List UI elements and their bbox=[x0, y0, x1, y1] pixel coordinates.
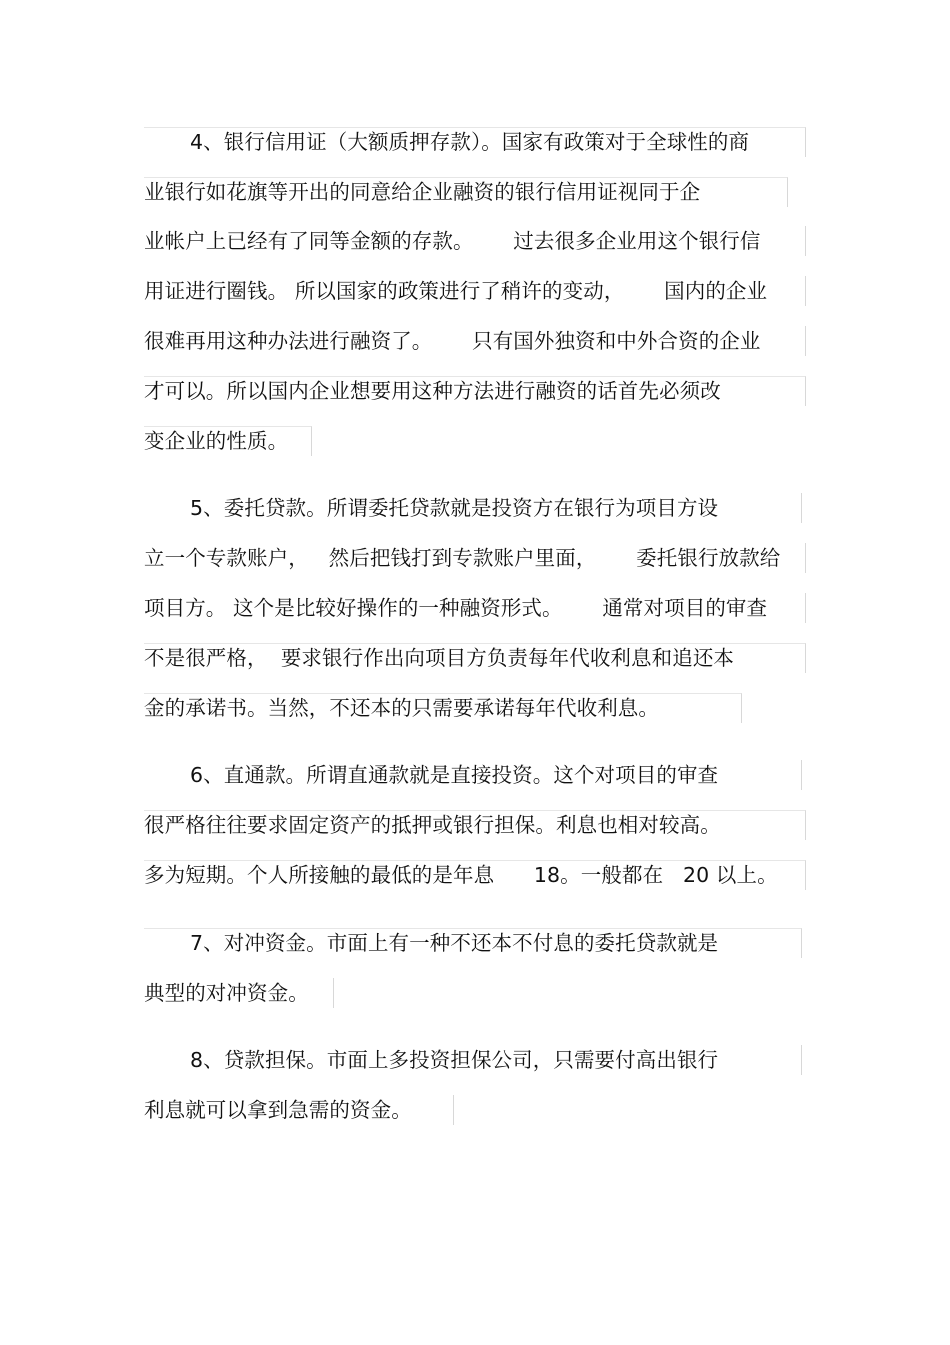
paragraph-5-line-2: 立一个专款账户， 然后把钱打到专款账户里面， 委托银行放款给 bbox=[144, 546, 781, 570]
paragraph-6-line-2: 很严格往往要求固定资产的抵押或银行担保。利息也相对较高。 bbox=[144, 813, 721, 837]
paragraph-5-line-5: 金的承诺书。当然，不还本的只需要承诺每年代收利息。 bbox=[144, 696, 659, 720]
paragraph-8-line-1: 8、贷款担保。市面上多投资担保公司，只需要付高出银行 bbox=[190, 1048, 719, 1072]
paragraph-5-line-4: 不是很严格， 要求银行作出向项目方负责每年代收利息和追还本 bbox=[144, 646, 735, 670]
paragraph-4-line-3: 业帐户上已经有了同等金额的存款。 过去很多企业用这个银行信 bbox=[144, 229, 761, 253]
paragraph-4-line-6: 才可以。所以国内企业想要用这种方法进行融资的话首先必须改 bbox=[144, 379, 721, 403]
paragraph-5-line-3: 项目方。 这个是比较好操作的一种融资形式。 通常对项目的审查 bbox=[144, 596, 768, 620]
paragraph-8-line-2: 利息就可以拿到急需的资金。 bbox=[144, 1098, 412, 1122]
paragraph-7-line-2: 典型的对冲资金。 bbox=[144, 981, 309, 1005]
paragraph-4-line-5: 很难再用这种办法进行融资了。 只有国外独资和中外合资的企业 bbox=[144, 329, 761, 353]
paragraph-4-line-1: 4、银行信用证（大额质押存款）。国家有政策对于全球性的商 bbox=[190, 130, 750, 154]
paragraph-4-line-2: 业银行如花旗等开出的同意给企业融资的银行信用证视同于企 bbox=[144, 180, 701, 204]
paragraph-7-line-1: 7、对冲资金。市面上有一种不还本不付息的委托贷款就是 bbox=[190, 931, 719, 955]
paragraph-4-line-4: 用证进行圈钱。 所以国家的政策进行了稍许的变动， 国内的企业 bbox=[144, 279, 768, 303]
paragraph-4-line-7: 变企业的性质。 bbox=[144, 429, 289, 453]
paragraph-5-line-1: 5、委托贷款。所谓委托贷款就是投资方在银行为项目方设 bbox=[190, 496, 719, 520]
paragraph-6-line-3: 多为短期。个人所接触的最低的是年息 18。一般都在 20 以上。 bbox=[144, 863, 778, 887]
paragraph-6-line-1: 6、直通款。所谓直通款就是直接投资。这个对项目的审查 bbox=[190, 763, 719, 787]
